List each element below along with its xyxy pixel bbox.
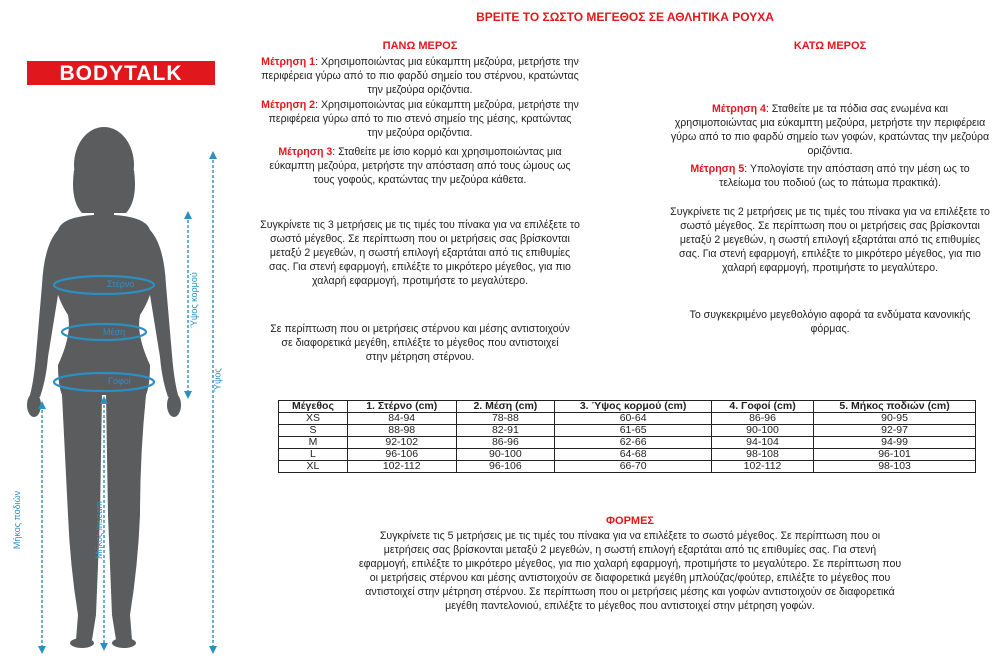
measure-5-text: : Υπολογίστε την απόσταση από την μέση ως το τελείωμα του ποδιού (ως το πάτωμα πρακτικά). [719,163,970,189]
col-header-size: Μέγεθος [279,401,348,413]
table-cell: 61-65 [555,425,712,437]
col-header-torso: 3. Ύψος κορμού (cm) [555,401,712,413]
bodytalk-logo [27,61,215,85]
lower-measure-4 [670,102,990,158]
table-cell: 96-101 [814,449,976,461]
upper-diff-text: Σε περίπτωση που οι μετρήσεις στέρνου και μέσης αντιστοιχούν σε διαφορετικά μεγέθη, επιλέξτε το μέγεθος που αντιστοιχεί στην μέτρηση στέρνου. [270,323,570,363]
waist-label: Μέση [103,327,126,337]
table-cell: XL [279,461,348,473]
table-row [279,449,976,461]
table-cell: 62-66 [555,437,712,449]
table-cell: 88-98 [347,425,456,437]
table-cell: L [279,449,348,461]
col-header-leg: 5. Μήκος ποδιών (cm) [814,401,976,413]
upper-heading: ΠΑΝΩ ΜΕΡΟΣ [382,40,458,52]
table-cell: 102-112 [347,461,456,473]
table-cell: M [279,437,348,449]
hips-label: Γοφοί [108,376,131,386]
table-cell: 90-95 [814,413,976,425]
upper-compare-text: Συγκρίνετε τις 3 μετρήσεις με τις τιμές του πίνακα για να επιλέξετε το σωστό μέγεθος. Σε περίπτωση που οι μετρήσεις σας βρίσκονται μεταξύ 2 μεγεθών, η σωστή επιλογή εξαρτάται από τις επιθυμίες σας. Για στενή εφαρμογή, επιλέξτε το μικρότερο μέγεθος, για πιο χαλαρή εφαρμογή, προτιμήστε το μεγαλύτερο. [260,219,580,287]
lower-note-text: Το συγκεκριμένο μεγεθολόγιο αφορά τα ενδύματα κανονικής φόρμας. [689,309,971,335]
table-cell: 98-108 [711,449,813,461]
table-cell: 66-70 [555,461,712,473]
table-row [279,437,976,449]
inseam-label: Μήκος inseam [93,501,104,559]
table-cell: XS [279,413,348,425]
table-row [279,413,976,425]
size-table [278,400,976,473]
table-header-row [279,401,976,413]
table-cell: 86-96 [456,437,555,449]
measure-1-label: Μέτρηση 1 [261,56,316,68]
table-cell: 78-88 [456,413,555,425]
lower-compare-text: Συγκρίνετε τις 2 μετρήσεις με τις τιμές του πίνακα για να επιλέξετε το σωστό μέγεθος. Σε περίπτωση που οι μετρήσεις σας βρίσκονται μεταξύ 2 μεγεθών, η σωστή επιλογή εξαρτάται από τις επιθυμίες σας. Για στενή εφαρμογή, επιλέξτε το μικρότερο μέγεθος, για πιο χαλαρή εφαρμογή, προτιμήστε το μεγαλύτερο. [670,206,990,274]
measure-4-text: : Σταθείτε με τα πόδια σας ενωμένα και χρησιμοποιώντας μια εύκαμπτη μεζούρα, μετρήστε την περιφέρεια γύρω από το πιο φαρδύ σημείο των γοφών, κρατώντας την μεζούρα οριζόντια. [670,103,990,157]
upper-measure-2 [260,98,580,140]
table-cell: 64-68 [555,449,712,461]
table-cell: 90-100 [711,425,813,437]
lower-measure-5 [670,162,990,190]
logo-text: BODYTALK [59,61,183,85]
body-figure [0,95,260,658]
torso-height-label: Ύψος κορμού [188,272,199,328]
measure-1-text: : Χρησιμοποιώντας μια εύκαμπτη μεζούρα, μετρήστε την περιφέρεια γύρω από το πιο φαρδύ σημείο του στέρνου, κρατώντας την μεζούρα οριζόντια. [261,56,579,96]
table-cell: 96-106 [347,449,456,461]
lower-heading: ΚΑΤΩ ΜΕΡΟΣ [793,40,867,52]
measure-4-label: Μέτρηση 4 [711,103,766,115]
height-label: Ύψος [212,368,223,392]
table-cell: 94-104 [711,437,813,449]
table-cell: 86-96 [711,413,813,425]
measure-2-text: : Χρησιμοποιώντας μια εύκαμπτη μεζούρα, μετρήστε την περιφέρεια γύρω από το πιο στενό σημείο της μέσης, κρατώντας την μεζούρα οριζόντια. [268,99,579,139]
table-cell: S [279,425,348,437]
forms-heading: ΦΟΡΜΕΣ [605,515,655,527]
leg-length-label: Μήκος ποδιών [12,490,23,550]
measure-3-text: : Σταθείτε με ίσιο κορμό και χρησιμοποιώντας μια εύκαμπτη μεζούρα, μετρήστε την απόσταση από τους ώμους ως τους γοφούς, κρατώντας την μεζούρα κάθετα. [269,146,571,186]
table-cell: 102-112 [711,461,813,473]
table-cell: 92-97 [814,425,976,437]
forms-text: Συγκρίνετε τις 5 μετρήσεις με τις τιμές του πίνακα για να επιλέξετε το σωστό μέγεθος. Σε περίπτωση που οι μετρήσεις σας βρίσκονται μεταξύ 2 μεγεθών, η σωστή επιλογή εξαρτάται από τις επιθυμίες σας. Για στενή εφαρμογή, επιλέξτε το μικρότερο μέγεθος, για πιο χαλαρή εφαρμογή, προτιμήστε το μεγαλύτερο. Σε περίπτωση που οι μετρήσεις στέρνου και μέσης αντιστοιχούν σε διαφορετικά μεγέθη μπλούζας/φούτερ, επιλέξτε το μέγεθος που αντιστοιχεί στην μέτρηση στέρνου. Σε περίπτωση που οι μετρήσεις μέσης και γοφών αντιστοιχούν σε διαφορετικά μεγέθη παντελονιού, επιλέξτε το μέγεθος που αντιστοιχεί στην μέτρηση γοφών. [358,530,902,612]
table-cell: 84-94 [347,413,456,425]
chest-label: Στέρνο [107,279,135,289]
table-cell: 90-100 [456,449,555,461]
col-header-hips: 4. Γοφοί (cm) [711,401,813,413]
measure-5-label: Μέτρηση 5 [690,163,745,175]
col-header-chest: 1. Στέρνο (cm) [347,401,456,413]
table-cell: 94-99 [814,437,976,449]
upper-measure-1 [260,55,580,97]
measure-2-label: Μέτρηση 2 [261,99,316,111]
table-cell: 98-103 [814,461,976,473]
upper-measure-3 [260,145,580,187]
page-title: ΒΡΕΙΤΕ ΤΟ ΣΩΣΤΟ ΜΕΓΕΘΟΣ ΣΕ ΑΘΛΗΤΙΚΑ ΡΟΥΧΑ [476,10,774,24]
table-row [279,461,976,473]
table-cell: 82-91 [456,425,555,437]
table-cell: 96-106 [456,461,555,473]
measure-3-label: Μέτρηση 3 [278,146,333,158]
table-cell: 92-102 [347,437,456,449]
table-row [279,425,976,437]
col-header-waist: 2. Μέση (cm) [456,401,555,413]
table-cell: 60-64 [555,413,712,425]
